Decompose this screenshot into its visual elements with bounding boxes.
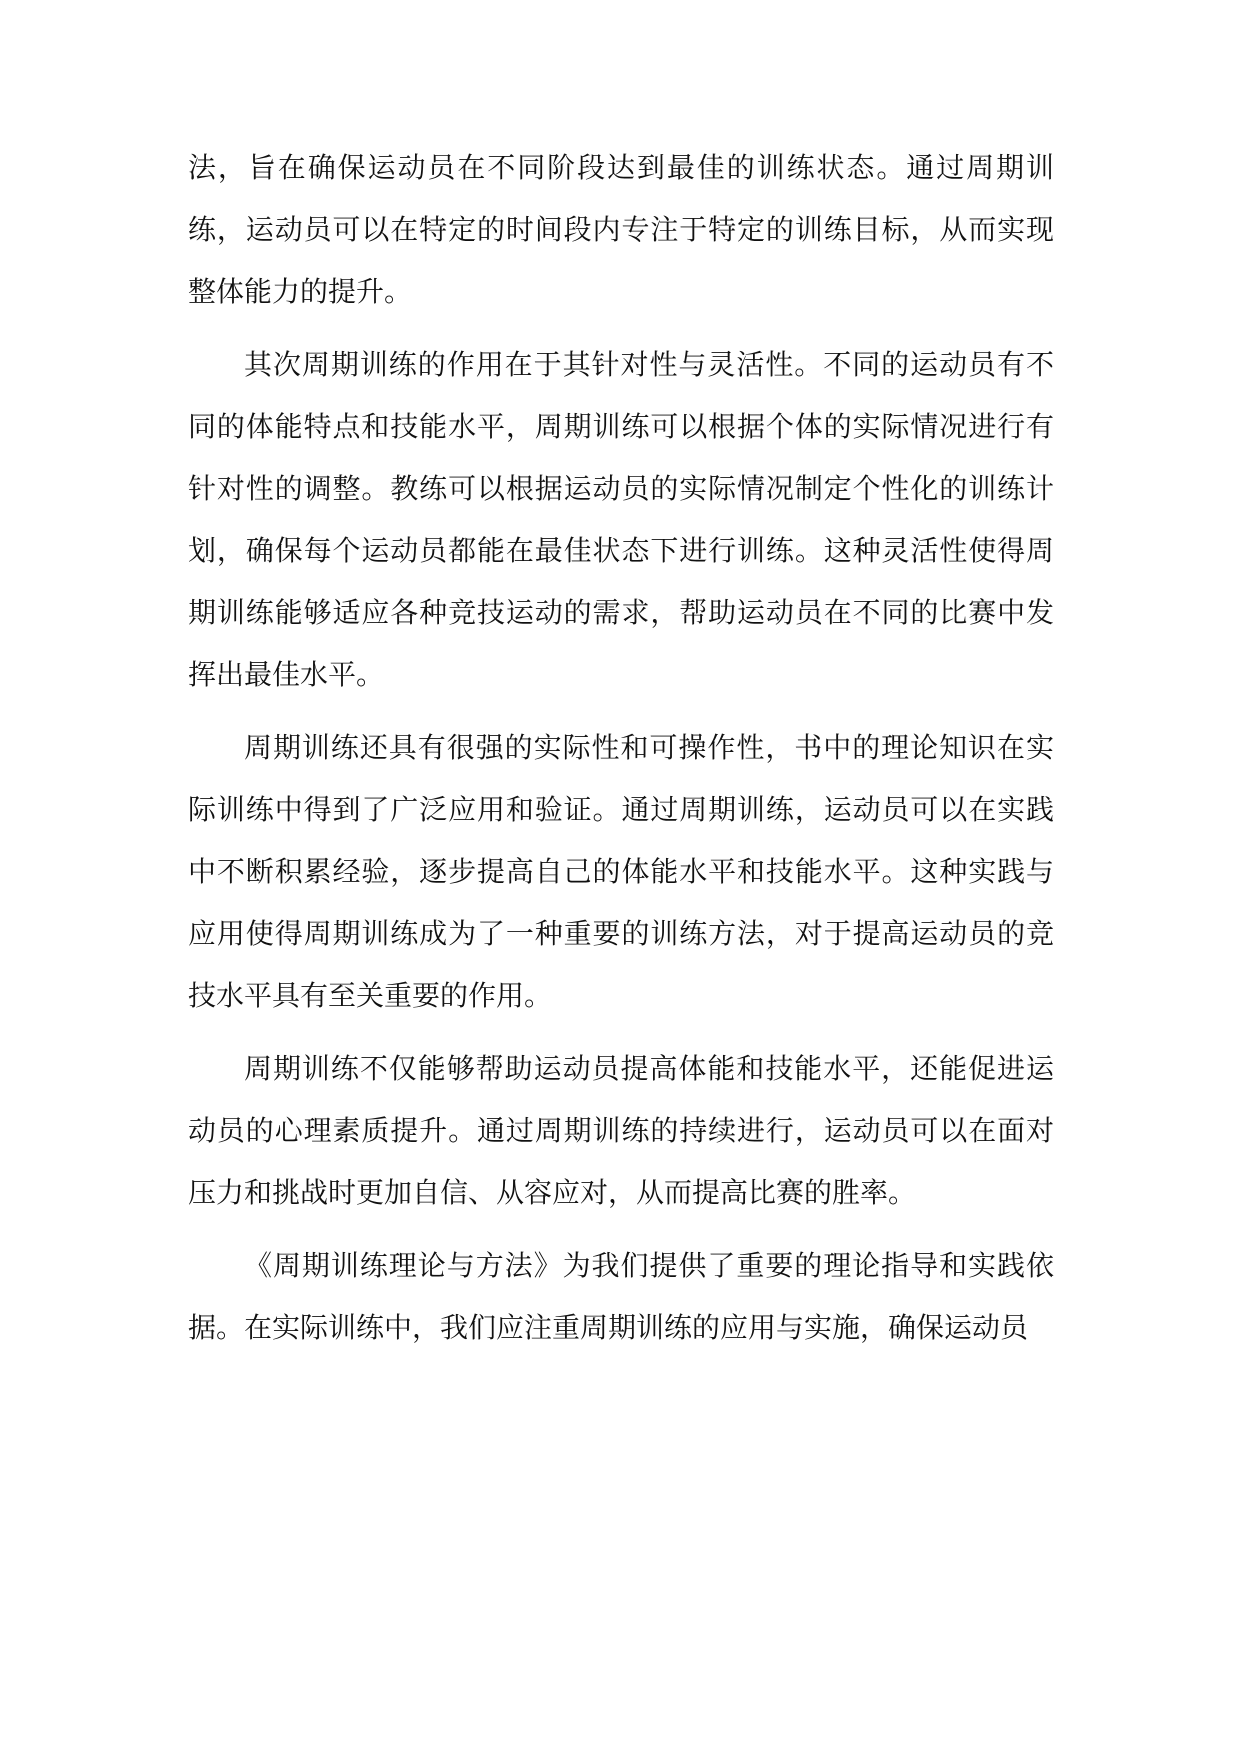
document-body bbox=[188, 137, 1054, 1370]
paragraph: 《周期训练理论与方法》为我们提供了重要的理论指导和实践依据。在实际训练中，我们应注重周期训练的应用与实施，确保运动员 bbox=[188, 1249, 1054, 1344]
paragraph: 周期训练不仅能够帮助运动员提高体能和技能水平，还能促进运动员的心理素质提升。通过周期训练的持续进行，运动员可以在面对压力和挑战时更加自信、从容应对，从而提高比赛的胜率。 bbox=[188, 1052, 1054, 1209]
paragraph-continued: 法，旨在确保运动员在不同阶段达到最佳的训练状态。通过周期训练，运动员可以在特定的时间段内专注于特定的训练目标，从而实现整体能力的提升。 bbox=[188, 151, 1054, 308]
paragraph: 周期训练还具有很强的实际性和可操作性，书中的理论知识在实际训练中得到了广泛应用和验证。通过周期训练，运动员可以在实践中不断积累经验，逐步提高自己的体能水平和技能水平。这种实践与应用使得周期训练成为了一种重要的训练方法，对于提高运动员的竞技水平具有至关重要的作用。 bbox=[188, 731, 1054, 1012]
paragraph: 其次周期训练的作用在于其针对性与灵活性。不同的运动员有不同的体能特点和技能水平，周期训练可以根据个体的实际情况进行有针对性的调整。教练可以根据运动员的实际情况制定个性化的训练计划，确保每个运动员都能在最佳状态下进行训练。这种灵活性使得周期训练能够适应各种竞技运动的需求，帮助运动员在不同的比赛中发挥出最佳水平。 bbox=[188, 348, 1054, 691]
